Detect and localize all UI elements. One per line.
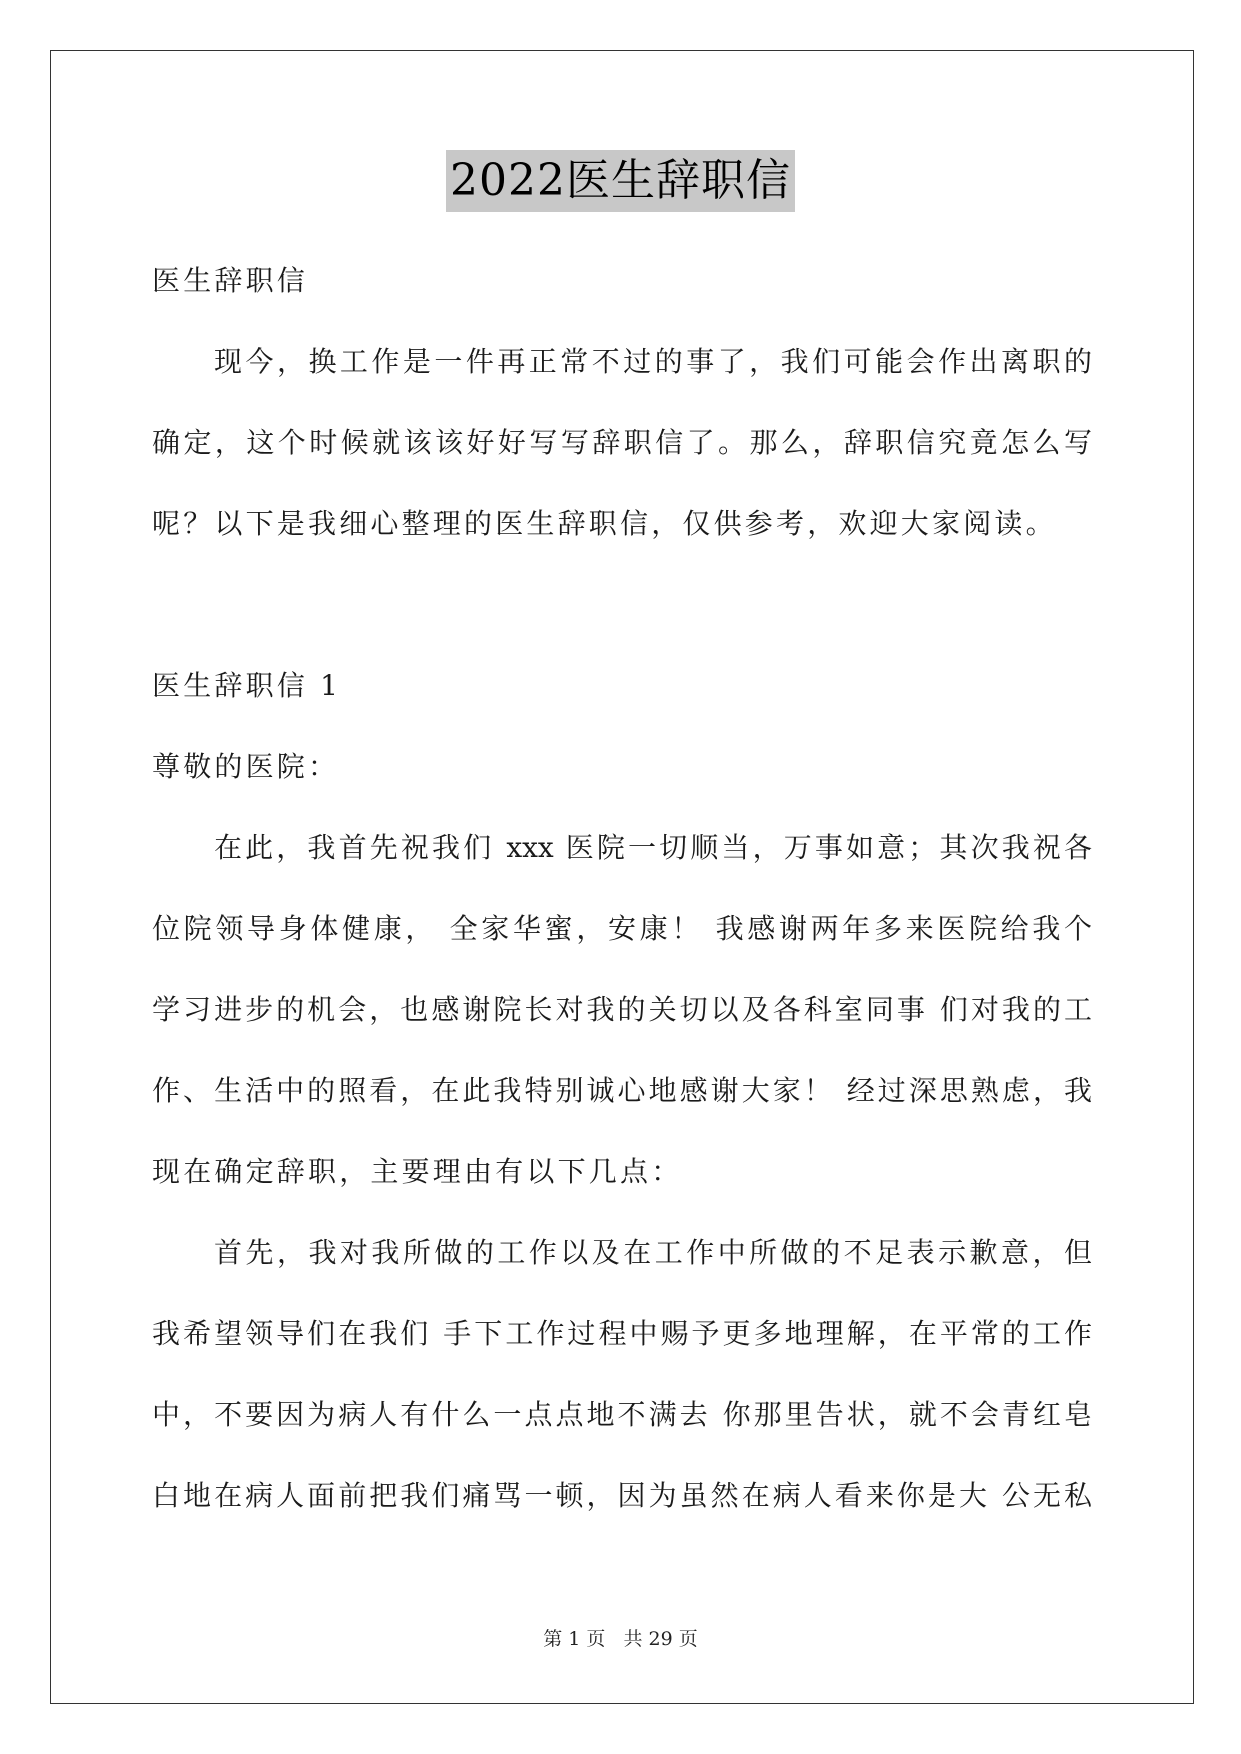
text-line: 呢？以下是我细心整理的医生辞职信，仅供参考，欢迎大家阅读。 — [152, 507, 1057, 540]
text-line: 医生辞职信 1 — [152, 669, 342, 702]
document-body — [152, 240, 1092, 1536]
page-footer — [0, 1624, 1241, 1651]
title-container — [0, 150, 1241, 212]
text-line: 我希望领导们在我们 手下工作过程中赐予更多地理解，在平常的工作 — [152, 1317, 1092, 1350]
text-line: 学习进步的机会，也感谢院长对我的关切以及各科室同事 们对我的工 — [152, 993, 1092, 1026]
text-line: 现在确定辞职，主要理由有以下几点： — [152, 1155, 683, 1188]
page-total: 共 29 页 — [623, 1628, 698, 1650]
blank-line — [152, 564, 1092, 645]
text-line: 医生辞职信 — [152, 264, 309, 297]
text-line: 现今，换工作是一件再正常不过的事了，我们可能会作出离职的 — [214, 345, 1092, 378]
text-line: 白地在病人面前把我们痛骂一顿，因为虽然在病人看来你是大 公无私 — [152, 1479, 1092, 1512]
document-title: 2022医生辞职信 — [446, 150, 795, 212]
text-line: 作、生活中的照看，在此我特别诚心地感谢大家！ 经过深思熟虑，我 — [152, 1074, 1092, 1107]
text-line: 尊敬的医院： — [152, 750, 340, 783]
text-line: 首先，我对我所做的工作以及在工作中所做的不足表示歉意，但 — [214, 1236, 1092, 1269]
page-number: 第 1 页 — [543, 1628, 606, 1650]
text-line: 中，不要因为病人有什么一点点地不满去 你那里告状，就不会青红皂 — [152, 1398, 1092, 1431]
text-line: 确定，这个时候就该该好好写写辞职信了。那么，辞职信究竟怎么写 — [152, 426, 1092, 459]
text-line: 在此，我首先祝我们 xxx 医院一切顺当，万事如意；其次我祝各 — [214, 831, 1092, 864]
text-line: 位院领导身体健康， 全家华蜜，安康！ 我感谢两年多来医院给我个 — [152, 912, 1092, 945]
